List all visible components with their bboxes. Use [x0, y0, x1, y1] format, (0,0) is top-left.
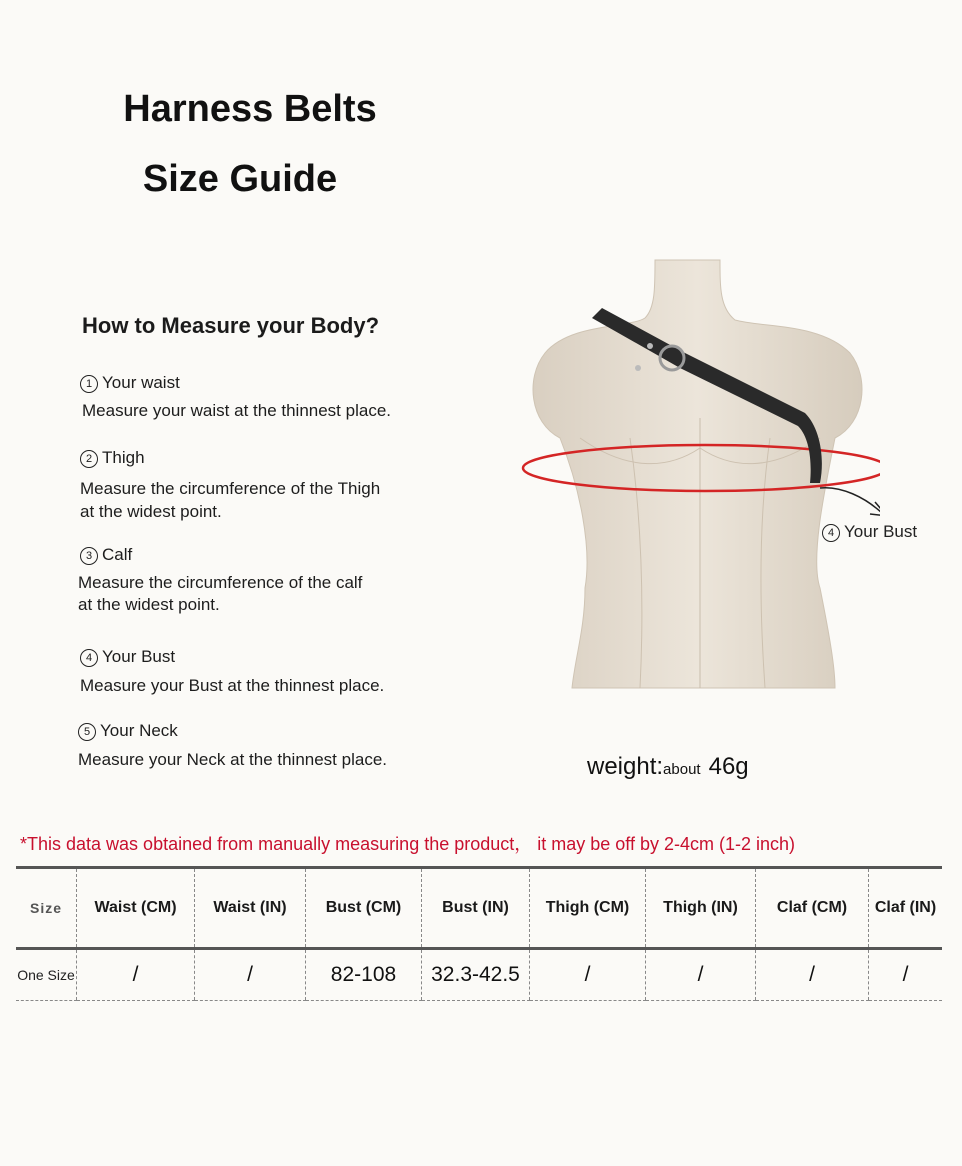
number-4-icon: 4	[80, 649, 98, 667]
mannequin-illustration	[520, 258, 880, 698]
header-thigh-in: Thigh (IN)	[646, 868, 756, 949]
item-2-desc-line2: at the widest point.	[80, 502, 222, 521]
table-row	[16, 949, 942, 1001]
header-waist-cm: Waist (CM)	[77, 868, 195, 949]
page-subtitle: Size Guide	[142, 158, 338, 200]
item-3-head: 3 Calf	[80, 545, 132, 565]
number-3-icon: 3	[80, 547, 98, 565]
measurement-note: *This data was obtained from manually measuring the product， it may be off by 2-4cm (1-2 inch)	[20, 834, 796, 854]
header-bust-in: Bust (IN)	[422, 868, 530, 949]
header-claf-cm: Claf (CM)	[756, 868, 869, 949]
howto-heading: How to Measure your Body?	[82, 313, 380, 338]
item-1-desc: Measure your waist at the thinnest place.	[82, 401, 391, 420]
item-3-desc-line1: Measure the circumference of the calf	[78, 573, 363, 592]
cell-waist-cm: /	[77, 949, 195, 1001]
figure-bust-label: 4 Your Bust	[822, 522, 917, 542]
item-4-head: 4 Your Bust	[80, 647, 175, 667]
size-table	[16, 866, 942, 1001]
header-waist-in: Waist (IN)	[195, 868, 306, 949]
item-5-head: 5 Your Neck	[78, 721, 178, 741]
item-1-head: 1 Your waist	[80, 373, 180, 393]
weight-info: weight:about 46g	[587, 753, 749, 780]
cell-size: One Size	[16, 949, 77, 1001]
size-table-header	[16, 868, 942, 949]
cell-bust-in: 32.3-42.5	[422, 949, 530, 1001]
header-bust-cm: Bust (CM)	[306, 868, 422, 949]
cell-claf-in: /	[869, 949, 943, 1001]
arrow-icon	[820, 488, 880, 516]
header-thigh-cm: Thigh (CM)	[530, 868, 646, 949]
number-2-icon: 2	[80, 450, 98, 468]
item-2-desc-line1: Measure the circumference of the Thigh	[80, 479, 381, 498]
item-3-desc-line2: at the widest point.	[78, 595, 220, 614]
number-5-icon: 5	[78, 723, 96, 741]
header-size: Size	[16, 868, 77, 949]
number-4-icon: 4	[822, 524, 840, 542]
item-5-desc: Measure your Neck at the thinnest place.	[78, 750, 387, 769]
cell-thigh-in: /	[646, 949, 756, 1001]
cell-claf-cm: /	[756, 949, 869, 1001]
page-title: Harness Belts	[123, 88, 377, 130]
cell-thigh-cm: /	[530, 949, 646, 1001]
item-4-desc: Measure your Bust at the thinnest place.	[80, 676, 385, 695]
header-claf-in: Claf (IN)	[869, 868, 943, 949]
cell-bust-cm: 82-108	[306, 949, 422, 1001]
number-1-icon: 1	[80, 375, 98, 393]
cell-waist-in: /	[195, 949, 306, 1001]
item-2-head: 2 Thigh	[80, 448, 145, 468]
